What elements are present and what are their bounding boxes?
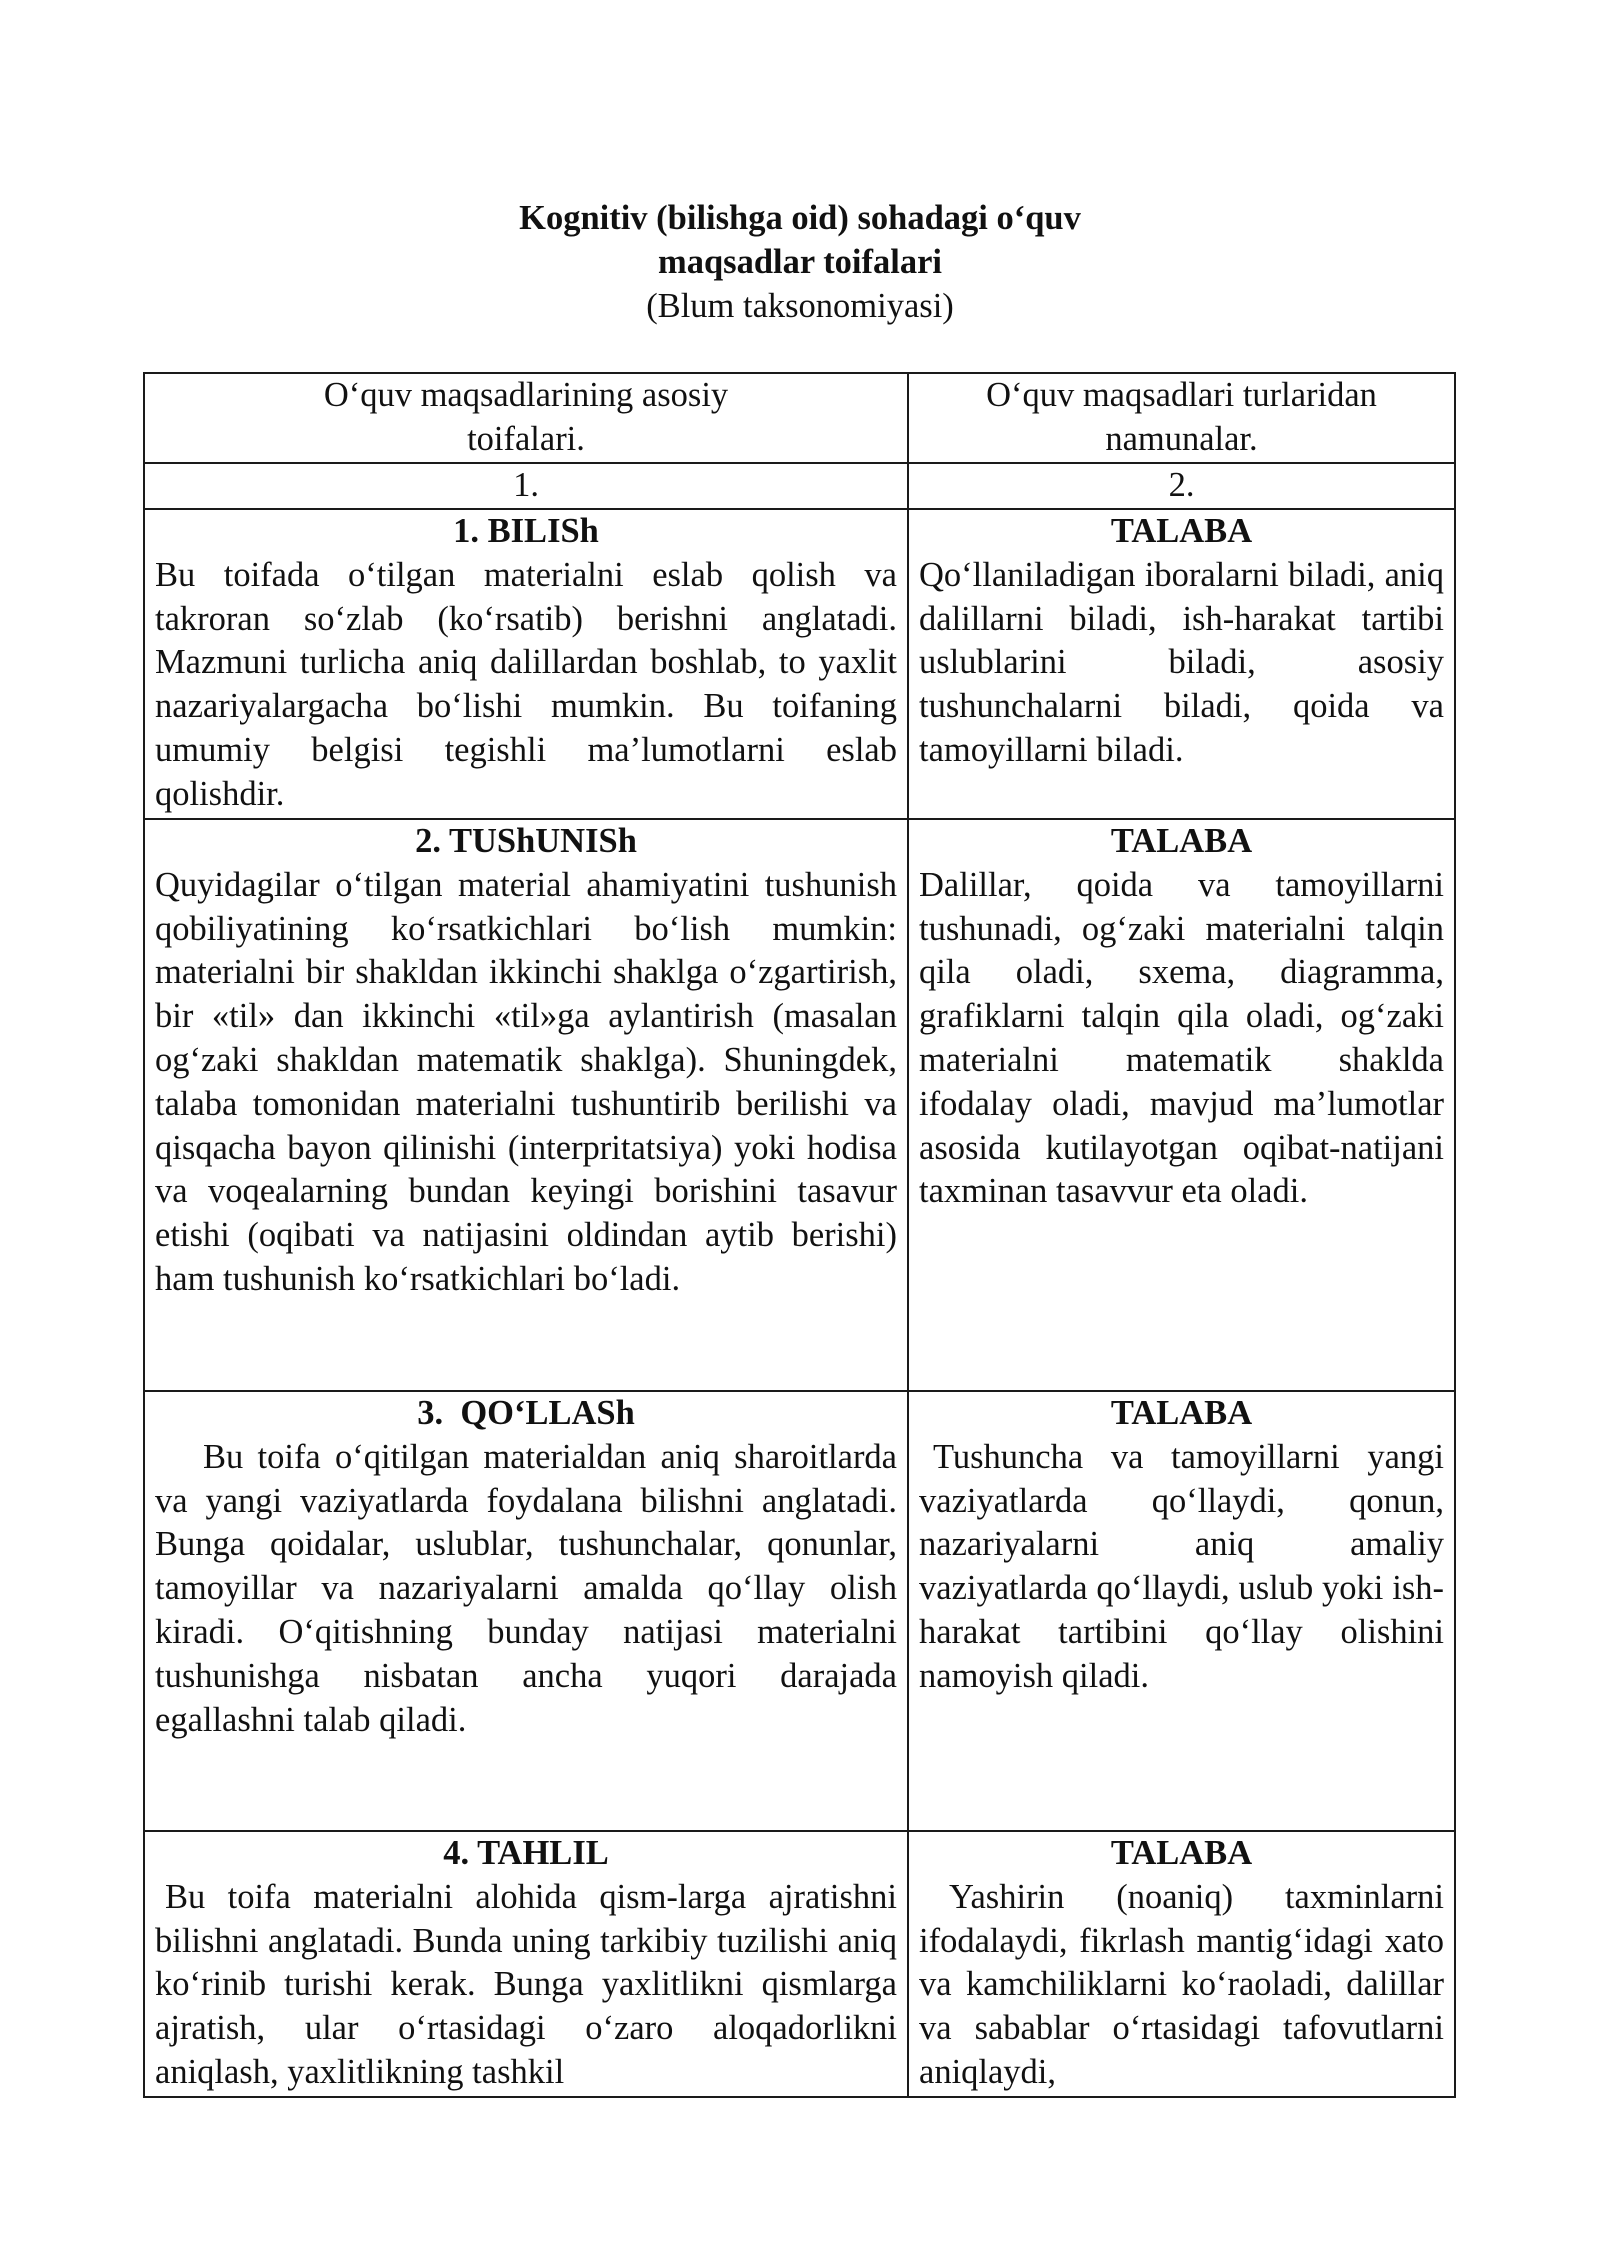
column-number-2: 2. [908,463,1455,509]
category-cell [144,509,908,819]
category-cell [144,1391,908,1831]
column-number-row [144,463,1455,509]
table-row [144,1391,1455,1831]
category-title: 2. TUShUNISh [415,822,637,860]
category-title: 1. BILISh [453,512,599,550]
document-subtitle: (Blum taksonomiyasi) [646,287,954,325]
category-title: 3. QO‘LLASh [417,1394,635,1432]
header-examples-text: O‘quv maqsadlari turlaridan namunalar. [986,376,1377,458]
category-cell [144,819,908,1391]
category-description: Bu toifa o‘qitilgan materialdan aniq sharoitlarda va yangi vaziyatlarda foydalana bilishni anglatadi. Bunga qoidalar, uslublar, tushunchalar, qonunlar, tamoyillar va nazariyalarni amalda qo‘llay olish kiradi. O‘qitishning bunday natijasi materialni tushunishga nisbatan ancha yuqori darajada egallashni talab qiladi. [155,1437,897,1739]
category-description: Bu toifa materialni alohida qism-larga ajratishni bilishni anglatadi. Bunda uning tarkibiy tuzilishi aniq ko‘rinib turishi kerak. Bunga yaxlitlikni qismlarga ajratish, ular o‘rtasidagi o‘zaro aloqadorlikni aniqlash, yaxlitlikning tashkil [155,1877,897,2091]
title-block [0,196,1600,328]
category-cell [144,1831,908,2097]
taxonomy-table [143,372,1456,2098]
example-title: TALABA [1110,1394,1253,1432]
document-title-line-2: maqsadlar toifalari [658,243,942,281]
document-title-line-1: Kognitiv (bilishga oid) sohadagi o‘quv [519,199,1081,237]
example-title: TALABA [1110,822,1253,860]
example-description: Yashirin (noaniq) taxminlarni ifodalaydi, fikrlash mantig‘idagi xato va kamchiliklarni ko‘raoladi, dalillar va sabablar o‘rtasidagi tafovutlarni aniqlaydi, [919,1877,1444,2091]
table-row [144,819,1455,1391]
category-title: 4. TAHLIL [443,1834,609,1872]
table-header-row [144,373,1455,463]
example-cell [908,1831,1455,2097]
category-description: Quyidagilar o‘tilgan material ahamiyatini tushunish qobiliyatining ko‘rsatkichlari bo‘lish mumkin: materialni bir shakldan ikkinchi shaklga o‘zgartirish, bir «til» dan ikkinchi «til»ga aylantirish (masalan og‘zaki shakldan matematik shaklga). Shuningdek, talaba tomonidan materialni tushuntirib berilishi va qisqacha bayon qilinishi (interpritatsiya) yoki hodisa va voqealarning bundan keyingi borishini tasavur etishi (oqibati va natijasini oldindan aytib berishi) ham tushunish ko‘rsatkichlari bo‘ladi. [155,865,897,1298]
example-description: Qo‘llaniladigan iboralarni biladi, aniq dalillarni biladi, ish-harakat tartibi uslublarini biladi, asosiy tushunchalarni biladi, qoida va tamoyillarni biladi. [919,555,1444,769]
example-title: TALABA [1110,1834,1253,1872]
example-cell [908,819,1455,1391]
example-cell [908,509,1455,819]
category-description: Bu toifada o‘tilgan materialni eslab qolish va takroran so‘zlab (ko‘rsatib) berishni anglatadi. Mazmuni turlicha aniq dalillardan boshlab, to yaxlit nazariyalargacha bo‘lishi mumkin. Bu toifaning umumiy belgisi tegishli ma’lumotlarni eslab qolishdir. [155,555,897,813]
header-cell-examples [908,373,1455,463]
example-description: Dalillar, qoida va tamoyillarni tushunadi, og‘zaki materialni talqin qila oladi, sxema, diagramma, grafiklarni talqin qila oladi, og‘zaki materialni matematik shaklda ifodalay oladi, mavjud ma’lumotlar asosida kutilayotgan oqibat-natijani taxminan tasavvur eta oladi. [919,865,1444,1211]
table-row [144,509,1455,819]
table-row [144,1831,1455,2097]
example-description: Tushuncha va tamoyillarni yangi vaziyatlarda qo‘llaydi, qonun, nazariyalarni aniq amaliy vaziyatlarda qo‘llaydi, uslub yoki ish-harakat tartibini qo‘llay olishini namoyish qiladi. [919,1437,1444,1695]
header-cell-categories [144,373,908,463]
example-cell [908,1391,1455,1831]
example-title: TALABA [1110,512,1253,550]
header-categories-text: O‘quv maqsadlarining asosiy toifalari. [323,376,729,458]
column-number-1: 1. [144,463,908,509]
